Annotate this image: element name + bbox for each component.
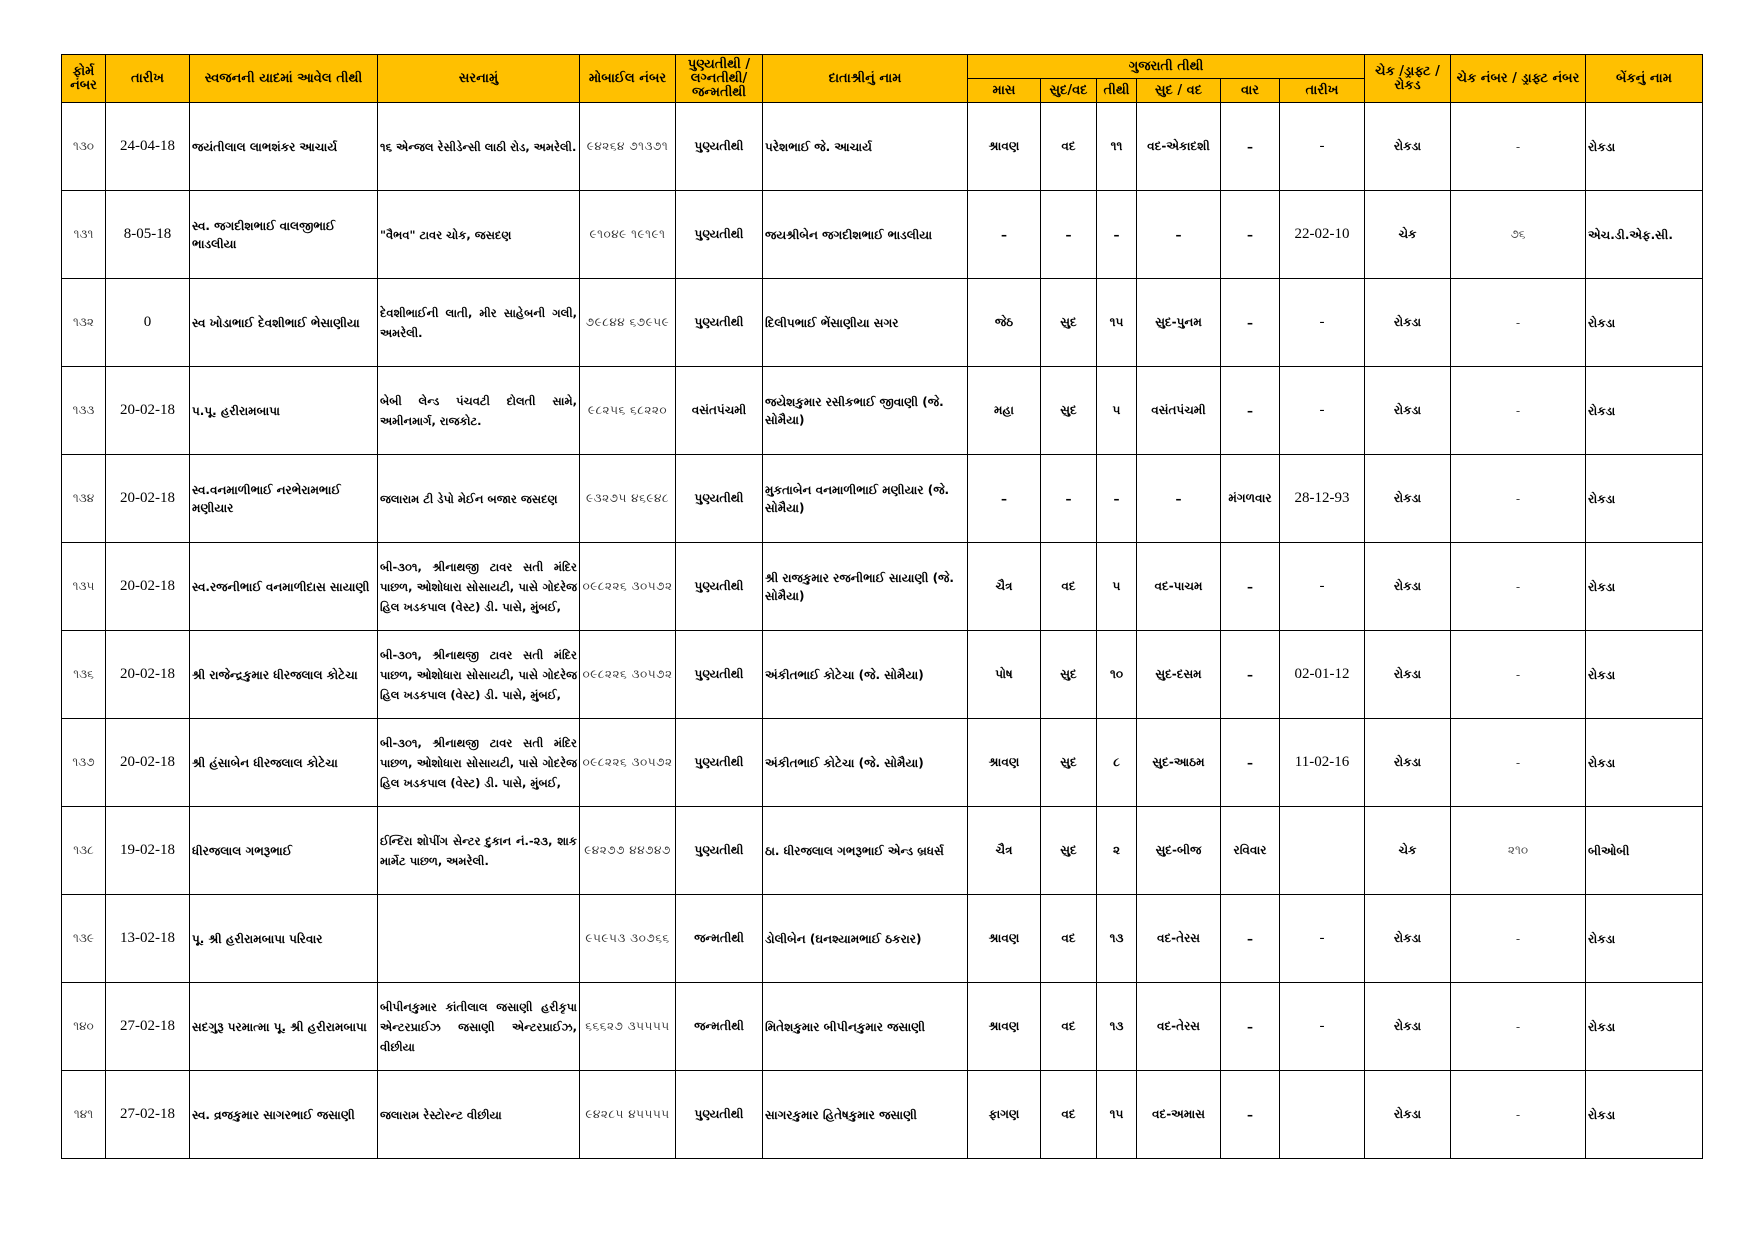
cell-payment: ચેક: [1365, 807, 1451, 895]
cell-tithi-date: -: [1280, 543, 1365, 631]
cell-month: ફાગણ: [968, 1071, 1041, 1159]
table-row: [62, 631, 1703, 719]
cell-form-no: ૧૩૯: [62, 895, 106, 983]
cell-tithi-name: સુદ-આઠમ: [1137, 719, 1221, 807]
cell-payment: રોકડા: [1365, 279, 1451, 367]
cell-mobile: ૯૧૦૪૯ ૧૯૧૯૧: [580, 191, 676, 279]
cell-weekday: –: [1221, 631, 1280, 719]
cell-tithi-date: 11-02-16: [1280, 719, 1365, 807]
cell-address: ૧૬ એન્જલ રેસીડેન્સી લાઠી રોડ, અમરેલી.: [378, 103, 580, 191]
cell-bank: રોકડા: [1586, 719, 1703, 807]
cell-address: બી-૩૦૧, શ્રીનાથજી ટાવર સતી મંદિર પાછળ, ઓશોધારા સોસાયટી, પાસે ગોદરેજ હિલ ખડકપાલ (વેસ્ટ) ડી. પાસે, મુંબઈ,: [378, 719, 580, 807]
cell-name: શ્રી રાજેન્દ્રકુમાર ધીરજલાલ કોટેચા: [190, 631, 378, 719]
cell-bank: રોકડા: [1586, 103, 1703, 191]
header-tithi: તીથી: [1097, 79, 1137, 103]
cell-tithi: ૨: [1097, 807, 1137, 895]
cell-mobile: ૦૯૮૨૨૬ ૩૦૫૭૨: [580, 543, 676, 631]
cell-bank: રોકડા: [1586, 279, 1703, 367]
cell-address: ઈન્દિરા શોપીંગ સેન્ટર દુકાન નં.-૨૩, શાક માર્મેટ પાછળ, અમરેલી.: [378, 807, 580, 895]
cell-cheque: ૭૬: [1451, 191, 1586, 279]
cell-tithi-name: વદ-એકાદશી: [1137, 103, 1221, 191]
cell-date: 24-04-18: [106, 103, 190, 191]
cell-form-no: ૧૪૦: [62, 983, 106, 1071]
cell-sud-vad: –: [1041, 455, 1097, 543]
cell-tithi-name: સુદ-દસમ: [1137, 631, 1221, 719]
cell-tithi-date: -: [1280, 103, 1365, 191]
cell-month: પોષ: [968, 631, 1041, 719]
cell-date: 20-02-18: [106, 719, 190, 807]
cell-cheque: -: [1451, 631, 1586, 719]
cell-tithi-date: [1280, 807, 1365, 895]
cell-name: સ્વ. જગદીશભાઈ વાલજીભાઈ ભાડલીયા: [190, 191, 378, 279]
cell-name: જયંતીલાલ લાભશંકર આચાર્ય: [190, 103, 378, 191]
table-row: [62, 279, 1703, 367]
cell-cheque: -: [1451, 455, 1586, 543]
cell-tithi-date: -: [1280, 895, 1365, 983]
cell-form-no: ૧૩૩: [62, 367, 106, 455]
cell-occasion: પુણ્યતીથી: [676, 455, 763, 543]
cell-tithi: ૧૫: [1097, 1071, 1137, 1159]
cell-cheque: -: [1451, 895, 1586, 983]
cell-tithi: ૫: [1097, 367, 1137, 455]
cell-tithi: ૧૫: [1097, 279, 1137, 367]
cell-occasion: પુણ્યતીથી: [676, 719, 763, 807]
cell-weekday: –: [1221, 719, 1280, 807]
cell-tithi-date: 28-12-93: [1280, 455, 1365, 543]
cell-month: –: [968, 455, 1041, 543]
cell-bank: રોકડા: [1586, 367, 1703, 455]
header-payment-mode: ચેક /ડ્રાફ્ટ / રોકડ: [1365, 55, 1451, 103]
cell-tithi: –: [1097, 455, 1137, 543]
table-row: [62, 455, 1703, 543]
cell-mobile: ૦૯૮૨૨૬ ૩૦૫૭૨: [580, 719, 676, 807]
header-cheque-no: ચેક નંબર / ડ્રાફ્ટ નંબર: [1451, 55, 1586, 103]
cell-weekday: રવિવાર: [1221, 807, 1280, 895]
header-form-no: ફોર્મ નંબર: [62, 55, 106, 103]
cell-sud-vad: –: [1041, 191, 1097, 279]
cell-mobile: ૯૪૨૭૭ ૪૪૭૪૭: [580, 807, 676, 895]
cell-occasion: પુણ્યતીથી: [676, 807, 763, 895]
cell-weekday: –: [1221, 103, 1280, 191]
cell-occasion: પુણ્યતીથી: [676, 103, 763, 191]
header-month: માસ: [968, 79, 1041, 103]
cell-month: મહા: [968, 367, 1041, 455]
cell-mobile: ૯૩૨૭૫ ૪૬૯૪૮: [580, 455, 676, 543]
cell-sud-vad: સુદ: [1041, 719, 1097, 807]
cell-tithi-date: 02-01-12: [1280, 631, 1365, 719]
table-row: [62, 983, 1703, 1071]
cell-bank: રોકડા: [1586, 983, 1703, 1071]
cell-bank: રોકડા: [1586, 1071, 1703, 1159]
donation-register-table: [61, 54, 1703, 1159]
cell-date: 27-02-18: [106, 983, 190, 1071]
cell-tithi-name: –: [1137, 191, 1221, 279]
cell-date: 20-02-18: [106, 631, 190, 719]
cell-form-no: ૧૪૧: [62, 1071, 106, 1159]
cell-weekday: –: [1221, 983, 1280, 1071]
cell-occasion: વસંતપંચમી: [676, 367, 763, 455]
cell-date: 0: [106, 279, 190, 367]
cell-cheque: -: [1451, 983, 1586, 1071]
cell-bank: રોકડા: [1586, 543, 1703, 631]
header-gujarati-tithi: ગુજરાતી તીથી: [968, 55, 1365, 79]
cell-tithi: ૧૩: [1097, 895, 1137, 983]
cell-sud-vad: સુદ: [1041, 807, 1097, 895]
cell-weekday: –: [1221, 367, 1280, 455]
cell-form-no: ૧૩૬: [62, 631, 106, 719]
cell-address: [378, 895, 580, 983]
cell-weekday: –: [1221, 279, 1280, 367]
table-row: [62, 191, 1703, 279]
cell-date: 27-02-18: [106, 1071, 190, 1159]
cell-address: જલારામ ટી ડેપો મેઈન બજાર જસદણ: [378, 455, 580, 543]
cell-address: બી-૩૦૧, શ્રીનાથજી ટાવર સતી મંદિર પાછળ, ઓશોધારા સોસાયટી, પાસે ગોદરેજ હિલ ખડકપાલ (વેસ્ટ) ડી. પાસે, મુંબઈ,: [378, 543, 580, 631]
cell-month: શ્રાવણ: [968, 103, 1041, 191]
cell-tithi-name: વદ-તેરસ: [1137, 983, 1221, 1071]
cell-mobile: ૦૯૮૨૨૬ ૩૦૫૭૨: [580, 631, 676, 719]
table-row: [62, 895, 1703, 983]
cell-mobile: ૯૪૨૬૪ ૭૧૩૭૧: [580, 103, 676, 191]
cell-sud-vad: સુદ: [1041, 631, 1097, 719]
cell-date: 20-02-18: [106, 543, 190, 631]
header-donor-name: દાતાશ્રીનું નામ: [763, 55, 968, 103]
cell-payment: રોકડા: [1365, 895, 1451, 983]
cell-month: જેઠ: [968, 279, 1041, 367]
cell-tithi-name: –: [1137, 455, 1221, 543]
cell-tithi: ૧૦: [1097, 631, 1137, 719]
cell-donor: શ્રી રાજકુમાર રજનીભાઈ સાયાણી (જે. સોમૈયા): [763, 543, 968, 631]
cell-tithi-name: વદ-અમાસ: [1137, 1071, 1221, 1159]
cell-form-no: ૧૩૧: [62, 191, 106, 279]
cell-bank: રોકડા: [1586, 455, 1703, 543]
cell-month: શ્રાવણ: [968, 983, 1041, 1071]
cell-weekday: –: [1221, 1071, 1280, 1159]
cell-payment: રોકડા: [1365, 983, 1451, 1071]
table-body: [62, 103, 1703, 1159]
cell-date: 13-02-18: [106, 895, 190, 983]
cell-date: 19-02-18: [106, 807, 190, 895]
cell-bank: રોકડા: [1586, 631, 1703, 719]
header-bank-name: બેંકનું નામ: [1586, 55, 1703, 103]
cell-tithi-name: વદ-તેરસ: [1137, 895, 1221, 983]
cell-payment: રોકડા: [1365, 719, 1451, 807]
cell-bank: બીઓબી: [1586, 807, 1703, 895]
cell-donor: સાગરકુમાર હિતેષકુમાર જસાણી: [763, 1071, 968, 1159]
cell-name: સ્વ ખોડાભાઈ દેવશીભાઈ ભેસાણીયા: [190, 279, 378, 367]
cell-occasion: પુણ્યતીથી: [676, 279, 763, 367]
cell-tithi: ૮: [1097, 719, 1137, 807]
cell-weekday: –: [1221, 191, 1280, 279]
cell-address: બીપીનકુમાર કાંતીલાલ જસાણી હરીકૃપા એન્ટરપ્રાઈઝ જસાણી એન્ટરપ્રાઈઝ, વીછીયા: [378, 983, 580, 1071]
cell-cheque: -: [1451, 279, 1586, 367]
cell-cheque: ૨૧૦: [1451, 807, 1586, 895]
cell-address: જલારામ રેસ્ટોરન્ટ વીછીયા: [378, 1071, 580, 1159]
header-sud-vad: સુદ/વદ: [1041, 79, 1097, 103]
cell-mobile: ૯૮૨૫૬ ૬૮૨૨૦: [580, 367, 676, 455]
header-occasion: પુણ્યતીથી / લગ્નતીથી/ જન્મતીથી: [676, 55, 763, 103]
cell-tithi-name: વદ-પાચમ: [1137, 543, 1221, 631]
cell-weekday: –: [1221, 543, 1280, 631]
cell-occasion: પુણ્યતીથી: [676, 543, 763, 631]
table-row: [62, 367, 1703, 455]
cell-name: સદગુરૂ પરમાત્મા પૂ. શ્રી હરીરામબાપા: [190, 983, 378, 1071]
cell-tithi-name: સુદ-પુનમ: [1137, 279, 1221, 367]
cell-payment: રોકડા: [1365, 455, 1451, 543]
cell-weekday: –: [1221, 895, 1280, 983]
cell-name: પૂ. શ્રી હરીરામબાપા પરિવાર: [190, 895, 378, 983]
cell-name: પ.પૂ. હરીરામબાપા: [190, 367, 378, 455]
cell-address: બી-૩૦૧, શ્રીનાથજી ટાવર સતી મંદિર પાછળ, ઓશોધારા સોસાયટી, પાસે ગોદરેજ હિલ ખડકપાલ (વેસ્ટ) ડી. પાસે, મુંબઈ,: [378, 631, 580, 719]
cell-cheque: -: [1451, 719, 1586, 807]
cell-mobile: ૯૫૯૫૩ ૩૦૭૬૬: [580, 895, 676, 983]
cell-mobile: ૬૬૬૨૭ ૩૫૫૫૫: [580, 983, 676, 1071]
cell-month: શ્રાવણ: [968, 895, 1041, 983]
cell-tithi-date: -: [1280, 983, 1365, 1071]
cell-sud-vad: સુદ: [1041, 367, 1097, 455]
cell-occasion: જન્મતીથી: [676, 983, 763, 1071]
cell-bank: એચ.ડી.એફ.સી.: [1586, 191, 1703, 279]
cell-sud-vad: વદ: [1041, 1071, 1097, 1159]
cell-month: –: [968, 191, 1041, 279]
cell-sud-vad: વદ: [1041, 983, 1097, 1071]
header-weekday: વાર: [1221, 79, 1280, 103]
cell-occasion: જન્મતીથી: [676, 895, 763, 983]
table-row: [62, 543, 1703, 631]
cell-tithi-date: [1280, 1071, 1365, 1159]
cell-mobile: ૯૪૨૮૫ ૪૫૫૫૫: [580, 1071, 676, 1159]
cell-occasion: પુણ્યતીથી: [676, 1071, 763, 1159]
cell-address: દેવશીભાઈની લાતી, મીર સાહેબની ગલી, અમરેલી.: [378, 279, 580, 367]
table-row: [62, 719, 1703, 807]
cell-weekday: મંગળવાર: [1221, 455, 1280, 543]
cell-payment: રોકડા: [1365, 103, 1451, 191]
cell-date: 8-05-18: [106, 191, 190, 279]
cell-payment: રોકડા: [1365, 367, 1451, 455]
cell-tithi: –: [1097, 191, 1137, 279]
cell-name: ધીરજલાલ ગભરૂભાઈ: [190, 807, 378, 895]
cell-sud-vad: વદ: [1041, 895, 1097, 983]
cell-date: 20-02-18: [106, 455, 190, 543]
cell-donor: અંકીતભાઈ કોટેચા (જે. સોમૈયા): [763, 631, 968, 719]
cell-tithi-name: વસંતપંચમી: [1137, 367, 1221, 455]
cell-address: બેબી લેન્ડ પંચવટી દોલતી સામે, અમીનમાર્ગ, રાજકોટ.: [378, 367, 580, 455]
cell-form-no: ૧૩૪: [62, 455, 106, 543]
cell-month: ચૈત્ર: [968, 543, 1041, 631]
cell-donor: જયશ્રીબેન જગદીશભાઈ ભાડલીયા: [763, 191, 968, 279]
header-tithi-in-memory: સ્વજનની યાદમાં આવેલ તીથી: [190, 55, 378, 103]
cell-donor: ડોલીબેન (ઘનશ્યામભાઈ ઠકરાર): [763, 895, 968, 983]
cell-tithi-date: -: [1280, 367, 1365, 455]
cell-month: શ્રાવણ: [968, 719, 1041, 807]
cell-form-no: ૧૩૮: [62, 807, 106, 895]
cell-donor: અંકીતભાઈ કોટેચા (જે. સોમૈયા): [763, 719, 968, 807]
cell-donor: ઠા. ધીરજલાલ ગભરૂભાઈ એન્ડ બ્રધર્સ: [763, 807, 968, 895]
cell-bank: રોકડા: [1586, 895, 1703, 983]
table-row: [62, 1071, 1703, 1159]
cell-sud-vad: વદ: [1041, 543, 1097, 631]
cell-donor: મિતેશકુમાર બીપીનકુમાર જસાણી: [763, 983, 968, 1071]
cell-form-no: ૧૩૫: [62, 543, 106, 631]
cell-payment: ચેક: [1365, 191, 1451, 279]
cell-payment: રોકડા: [1365, 1071, 1451, 1159]
cell-name: સ્વ.વનમાળીભાઈ નરભેરામભાઈ મણીયાર: [190, 455, 378, 543]
cell-name: સ્વ. વ્રજકુમાર સાગરભાઈ જસાણી: [190, 1071, 378, 1159]
cell-payment: રોકડા: [1365, 543, 1451, 631]
cell-form-no: ૧૩૭: [62, 719, 106, 807]
cell-donor: દિલીપભાઈ ભેંસાણીયા સગર: [763, 279, 968, 367]
cell-donor: જયેશકુમાર રસીકભાઈ જીવાણી (જે. સોમૈયા): [763, 367, 968, 455]
cell-cheque: -: [1451, 103, 1586, 191]
cell-address: "વૈભવ" ટાવર ચોક, જસદણ: [378, 191, 580, 279]
header-address: સરનામું: [378, 55, 580, 103]
cell-date: 20-02-18: [106, 367, 190, 455]
cell-payment: રોકડા: [1365, 631, 1451, 719]
cell-form-no: ૧૩૨: [62, 279, 106, 367]
header-tithi-date: તારીખ: [1280, 79, 1365, 103]
cell-tithi: ૧૩: [1097, 983, 1137, 1071]
table-row: [62, 807, 1703, 895]
cell-name: શ્રી હંસાબેન ધીરજલાલ કોટેચા: [190, 719, 378, 807]
header-mobile: મોબાઈલ નંબર: [580, 55, 676, 103]
cell-tithi-date: -: [1280, 279, 1365, 367]
cell-name: સ્વ.રજનીભાઈ વનમાળીદાસ સાયાણી: [190, 543, 378, 631]
header-date: તારીખ: [106, 55, 190, 103]
cell-sud-vad: વદ: [1041, 103, 1097, 191]
header-sud-vad-name: સુદ / વદ: [1137, 79, 1221, 103]
cell-cheque: -: [1451, 367, 1586, 455]
cell-donor: પરેશભાઈ જે. આચાર્ય: [763, 103, 968, 191]
cell-month: ચૈત્ર: [968, 807, 1041, 895]
cell-tithi: ૫: [1097, 543, 1137, 631]
cell-occasion: પુણ્યતીથી: [676, 631, 763, 719]
cell-tithi-date: 22-02-10: [1280, 191, 1365, 279]
cell-form-no: ૧૩૦: [62, 103, 106, 191]
cell-cheque: -: [1451, 1071, 1586, 1159]
cell-cheque: -: [1451, 543, 1586, 631]
cell-sud-vad: સુદ: [1041, 279, 1097, 367]
cell-mobile: ૭૯૮૪૪ ૬૭૯૫૯: [580, 279, 676, 367]
table-row: [62, 103, 1703, 191]
cell-tithi-name: સુદ-બીજ: [1137, 807, 1221, 895]
cell-tithi: ૧૧: [1097, 103, 1137, 191]
cell-donor: મુકતાબેન વનમાળીભાઈ મણીયાર (જે. સોમૈયા): [763, 455, 968, 543]
cell-occasion: પુણ્યતીથી: [676, 191, 763, 279]
